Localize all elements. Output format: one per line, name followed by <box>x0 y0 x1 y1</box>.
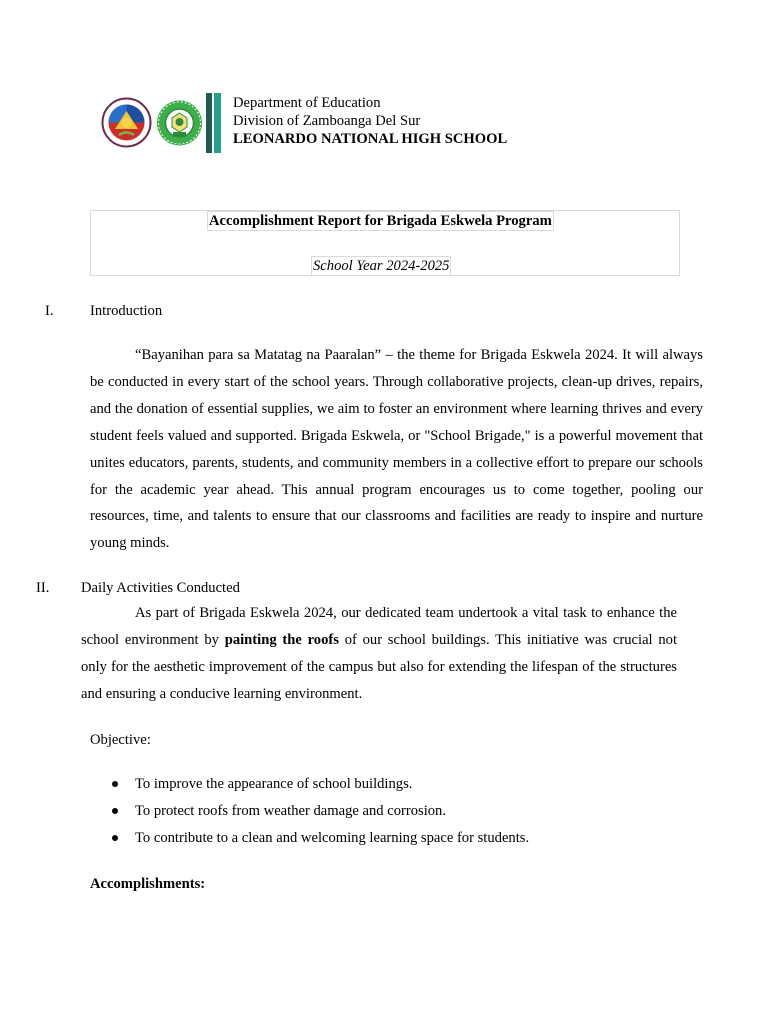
bullet-icon <box>112 808 118 814</box>
daily-paragraph <box>81 600 677 708</box>
section-ii-heading: Daily Activities Conducted <box>81 580 240 596</box>
section-i-numeral: I. <box>45 303 54 319</box>
accomplishments-heading: Accomplishments: <box>90 876 206 892</box>
school-year: School Year 2024-2025 <box>313 258 450 274</box>
school-name: LEONARDO NATIONAL HIGH SCHOOL <box>233 131 508 147</box>
report-title-box <box>90 210 680 276</box>
deped-logo <box>101 97 152 148</box>
list-item: To improve the appearance of school buildings. <box>90 771 690 798</box>
intro-paragraph: “Bayanihan para sa Matatag na Paaralan” – the theme for Brigada Eskwela 2024. It will always be conducted in every start of the school years. Through collaborative projects, clean-up drives, repairs, and the donation of essential supplies, we aim to foster an environment where learning thrives and every student feels valued and supported. Brigada Eskwela, or "School Brigade," is a powerful movement that unites educators, parents, students, and community members in a collective effort to prepare our schools for the academic year ahead. This annual program encourages us to come together, pooling our resources, time, and talents to ensure that our classrooms and facilities are ready to inspire and nurture young minds. <box>90 347 703 552</box>
header-bar-dark <box>206 93 212 153</box>
objective-list <box>90 771 690 852</box>
list-item: To protect roofs from weather damage and corrosion. <box>90 798 690 825</box>
daily-text-before: As part of Brigada Eskwela 2024, our dedicated team undertook a vital task to enhance the school environment by <box>81 605 677 648</box>
header-text <box>233 94 507 148</box>
header-bar-teal <box>214 93 221 153</box>
bullet-icon <box>112 781 118 787</box>
objective-heading: Objective: <box>90 732 151 748</box>
org-line-1: Department of Education <box>233 95 381 111</box>
section-i-heading: Introduction <box>90 303 163 319</box>
org-line-2: Division of Zamboanga Del Sur <box>233 113 421 129</box>
bullet-icon <box>112 835 118 841</box>
list-item: To contribute to a clean and welcoming learning space for students. <box>90 825 690 852</box>
daily-text-after: of our school buildings. This initiative was crucial not only for the aesthetic improvement of the campus but also for extending the lifespan of the structures and ensuring a conducive learning environment. <box>81 631 677 702</box>
section-ii-numeral: II. <box>36 580 50 596</box>
daily-text-bold: painting the roofs <box>224 631 339 648</box>
school-seal-logo <box>156 97 203 149</box>
report-title: Accomplishment Report for Brigada Eskwela Program <box>209 213 552 229</box>
